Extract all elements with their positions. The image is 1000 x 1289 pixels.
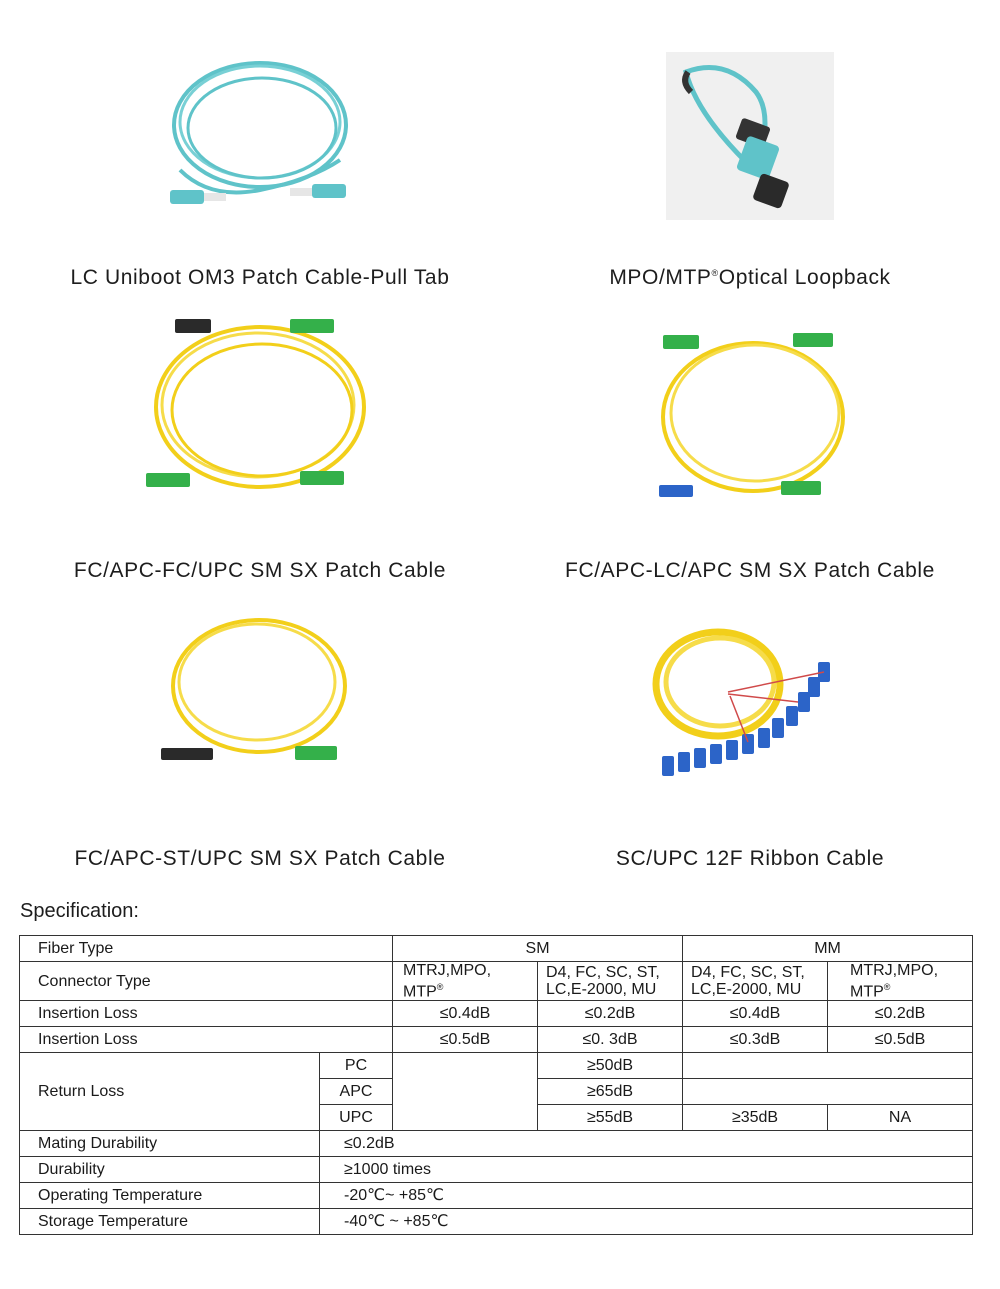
table-row: Mating Durability ≤0.2dB <box>20 1131 973 1157</box>
sc-ribbon-cable-image <box>648 622 858 790</box>
product-caption: FC/APC-FC/UPC SM SX Patch Cable <box>73 559 447 582</box>
product-fc-fc <box>140 315 380 495</box>
spec-table <box>19 935 973 1235</box>
product-caption: LC Uniboot OM3 Patch Cable-Pull Tab <box>70 266 450 289</box>
table-row: Durability ≥1000 times <box>20 1157 973 1183</box>
spec-title: Specification: <box>20 900 139 922</box>
table-row: Return Loss PC ≥50dB <box>20 1053 973 1079</box>
product-sc-ribbon <box>648 622 858 790</box>
product-fc-st <box>155 610 355 770</box>
table-row: Operating Temperature -20℃~ +85℃ <box>20 1183 973 1209</box>
product-caption: FC/APC-ST/UPC SM SX Patch Cable <box>74 847 446 870</box>
product-caption: FC/APC-LC/APC SM SX Patch Cable <box>565 559 935 582</box>
table-row: Insertion Loss ≤0.4dB ≤0.2dB ≤0.4dB ≤0.2dB <box>20 1001 973 1027</box>
table-row: UPC ≥55dB ≥35dB NA <box>20 1105 973 1131</box>
mpo-loopback-image <box>666 52 834 220</box>
table-row: Insertion Loss ≤0.5dB ≤0. 3dB ≤0.3dB ≤0.5dB <box>20 1027 973 1053</box>
fc-lc-patch-cable-image <box>655 325 855 505</box>
table-row: Fiber Type SM MM <box>20 936 973 962</box>
product-mpo-loopback <box>666 52 834 220</box>
product-caption: SC/UPC 12F Ribbon Cable <box>615 847 885 870</box>
table-row: Storage Temperature -40℃ ~ +85℃ <box>20 1209 973 1235</box>
table-row: Connector Type MTRJ,MPO, MTP® D4, FC, SC, ST, LC,E-2000, MU D4, FC, SC, ST, LC,E-2000, MU MTRJ,MPO, MTP® <box>20 962 973 1001</box>
fc-st-patch-cable-image <box>155 610 355 770</box>
product-lc-uniboot <box>150 50 370 220</box>
product-caption: MPO/MTP®Optical Loopback <box>609 266 891 289</box>
product-fc-lc <box>655 325 855 505</box>
table-row: APC ≥65dB <box>20 1079 973 1105</box>
lc-uniboot-om3-cable-image <box>150 50 370 220</box>
fc-fc-patch-cable-image <box>140 315 380 495</box>
